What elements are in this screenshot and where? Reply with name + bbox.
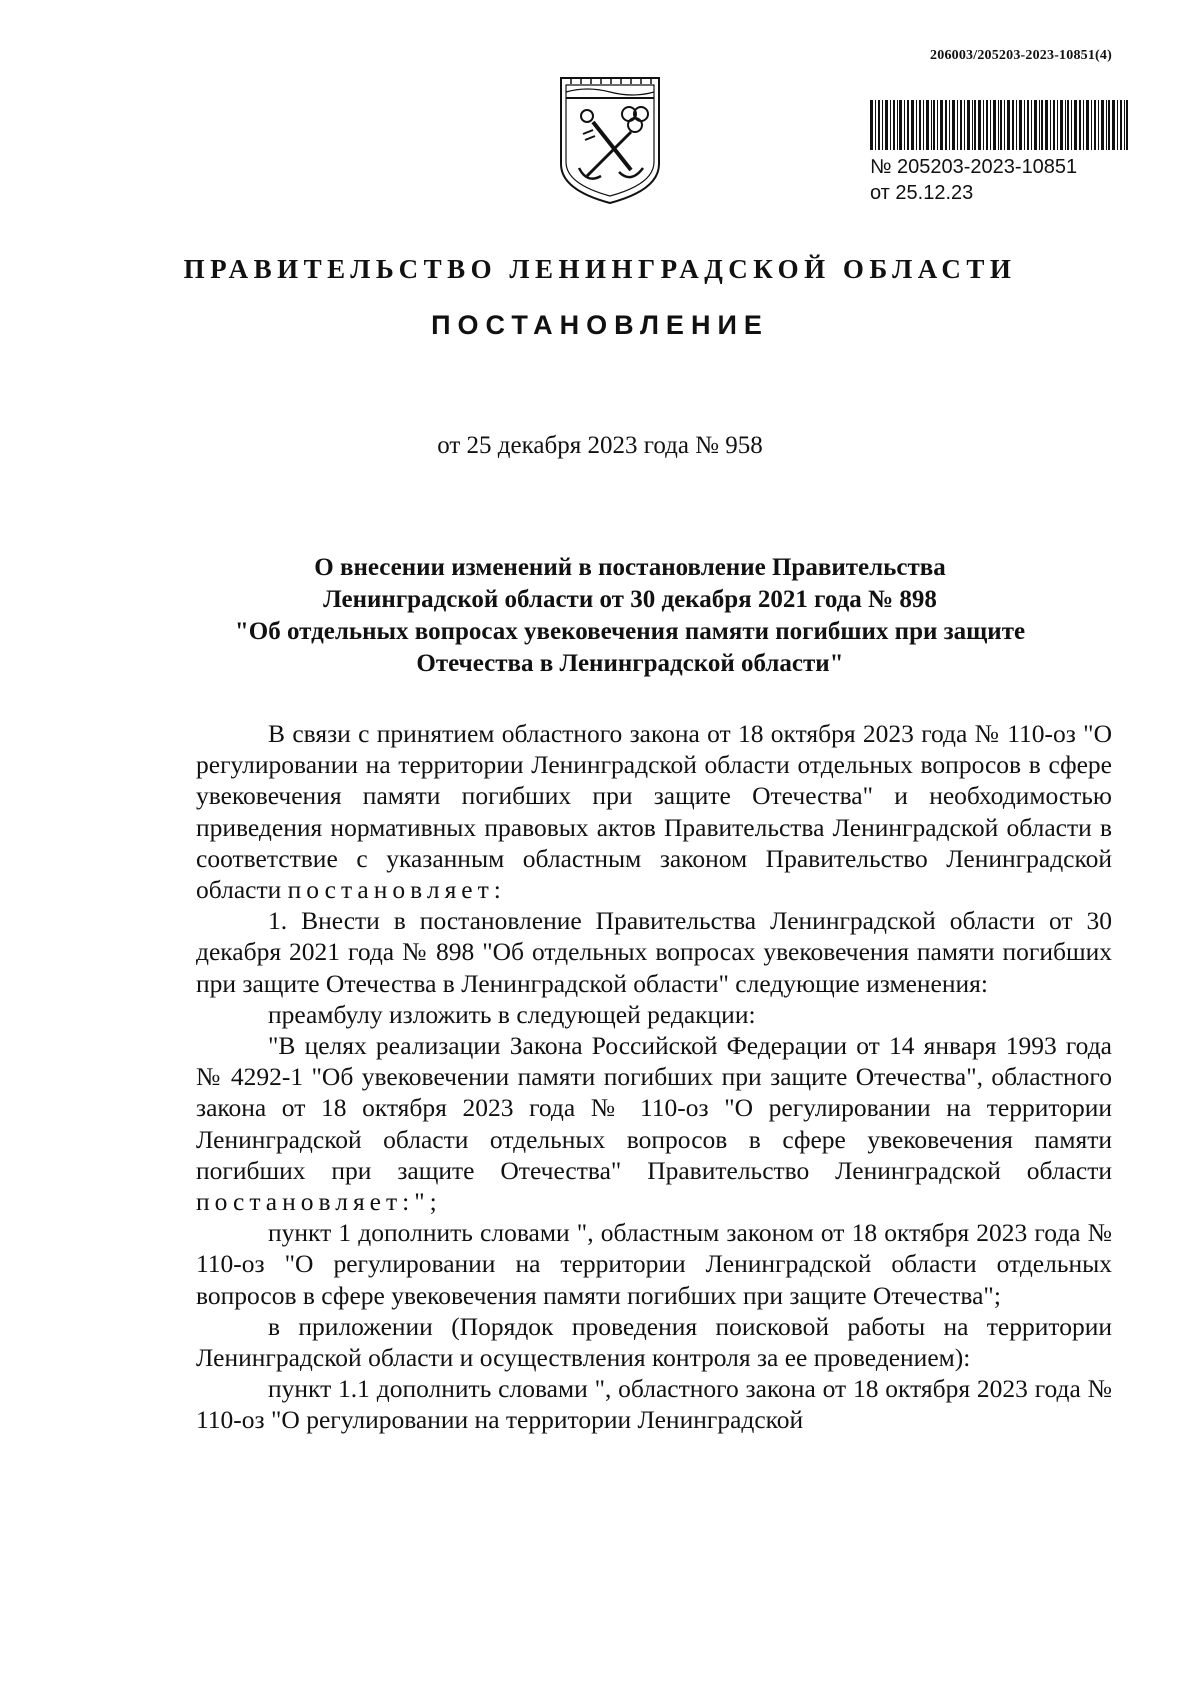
decree-date-number: от 25 декабря 2023 года № 958: [437, 432, 763, 459]
barcode-icon: [870, 100, 1128, 150]
paragraph-text: "В целях реализации Закона Российской Федерации от 14 января 1993 года № 4292-1 "Об увековечении памяти погибших при защите Отечества", областного закона от 18 октября 2023 года № 110-оз "О регулировании на территории Ленинградской области отдельных вопросов в сфере увековечения памяти погибших при защите Отечества" Правительство Ленинградской области: [196, 1031, 1112, 1185]
paragraph-item-1-addition: пункт 1 дополнить словами ", областным законом от 18 октября 2023 года № 110-оз "О регулировании на территории Ленинградской области отдельных вопросов в сфере увековечения памяти погибших при защите Отечества";: [196, 1218, 1112, 1310]
subject-line: "Об отдельных вопросах увековечения памяти погибших при защите: [234, 618, 1026, 645]
document-type: ПОСТАНОВЛЕНИЕ: [431, 310, 769, 340]
resolves-keyword: постановляет:: [287, 875, 506, 905]
subject-line: О внесении изменений в постановление Правительства: [314, 554, 946, 581]
paragraph-preamble: [196, 718, 1112, 905]
registration-date: от 25.12.23: [870, 182, 974, 204]
subject-line: Ленинградской области от 30 декабря 2021 года № 898: [323, 586, 937, 613]
paragraph-appendix: в приложении (Порядок проведения поисковой работы на территории Ленинградской области и осуществления контроля за ее проведением):: [196, 1311, 1112, 1373]
paragraph-preamble-edit: преамбулу изложить в следующей редакции:: [268, 999, 756, 1029]
paragraph-item-1: 1. Внести в постановление Правительства Ленинградской области от 30 декабря 2021 года № 898 "Об отдельных вопросах увековечения памяти погибших при защите Отечества в Ленинградской области" следующие изменения:: [196, 906, 1112, 998]
coat-of-arms-icon: [557, 72, 663, 206]
paragraph-new-preamble: [196, 1030, 1112, 1217]
decree-body: [196, 718, 1112, 1436]
decree-subject: [150, 552, 1110, 680]
government-title: ПРАВИТЕЛЬСТВО ЛЕНИНГРАДСКОЙ ОБЛАСТИ: [183, 254, 1017, 284]
registration-block: [870, 154, 1077, 206]
document-id: 206003/205203-2023-10851(4): [930, 48, 1112, 63]
registration-number: № 205203-2023-10851: [870, 156, 1078, 178]
paragraph-text: В связи с принятием областного закона от 18 октября 2023 года № 110-оз "О регулировании на территории Ленинградской области отдельных вопросов в сфере увековечения памяти погибших при защите Отечества" и необходимостью приведения нормативных правовых актов Правительства Ленинградской области в соответствие с указанным областным законом Правительство Ленинградской области: [196, 719, 1112, 905]
subject-line: Отечества в Ленинградской области": [416, 650, 844, 677]
resolves-keyword: постановляет:";: [196, 1187, 442, 1217]
paragraph-item-1-1: пункт 1.1 дополнить словами ", областного закона от 18 октября 2023 года № 110-оз "О регулировании на территории Ленинградской: [196, 1374, 1112, 1435]
